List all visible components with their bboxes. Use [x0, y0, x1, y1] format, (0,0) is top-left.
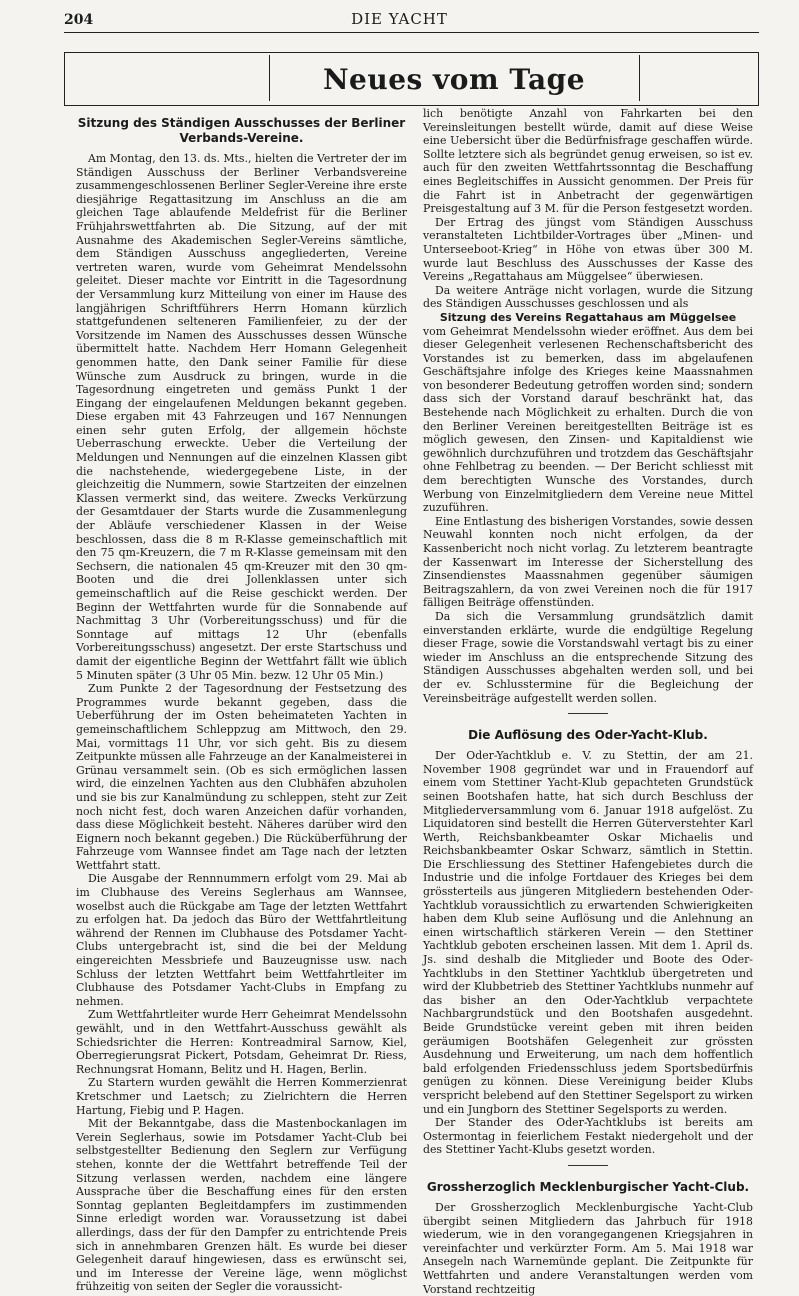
section-title: Neues vom Tage: [322, 63, 586, 96]
article-1-paragraph: Am Montag, den 13. ds. Mts., hielten die Vertreter der im Ständigen Ausschuss der Berliner Verbandsvereine zusammengeschlossenen Berliner Segler-Vereine ihre erste diesjährige Regattasitzung im Anschluss an die am gleichen Tage ablaufende Meldefrist für die Berliner Frühjahrswettfahrten ab. Die Sitzung, auf der mit Ausnahme des Akademischen Segler-Vereins sämtliche, dem Ständigen Ausschuss angegliederten, Vereine vertreten waren, wurde vom Geheimrat Mendelssohn geleitet. Dieser machte vor Eintritt in die Tagesordnung der Versammlung kurz Mitteilung von einer im Hause des langjährigen Schriftführers Herrn Homann kürzlich stattgefundenen selteneren Familienfeier, zu der der Vorsitzende im Namen des Ausschusses dessen Wünsche übermittelt hatte. Nachdem Herr Homann Gelegenheit genommen hatte, den Dank seiner Familie für diese Wünsche zum Ausdruck zu bringen, wurde in die Tagesordnung eingetreten und gemäss Punkt 1 der Eingang der eingelaufenen Meldungen bekannt gegeben. Diese ergaben mit 43 Fahrzeugen und 167 Nennungen einen sehr guten Erfolg, der allgemein höchste Ueberraschung erweckte. Ueber die Verteilung der Meldungen und Nennungen auf die einzelnen Klassen gibt die nachstehende, wiedergegebene Liste, in der gleichzeitig die Nummern, sowie Startzeiten der einzelnen Klassen vermerkt sind, das weitere. Zwecks Verkürzung der Gesamtdauer der Starts wurde die Zusammenlegung der Abläufe verschiedener Klassen in der Weise beschlossen, dass die 8 m R-Klasse gemeinschaftlich mit den 75 qm-Kreuzern, die 7 m R-Klasse gemeinsam mit den Sechsern, die nationalen 45 qm-Kreuzer mit den 30 qm-Booten und die drei Jollenklassen unter sich gemeinschaftlich auf die Reise geschickt werden. Der Beginn der Wettfahrten wurde für die Sonnabende auf Nachmittag 3 Uhr (Vorbereitungsschuss) und für die Sonntage auf mittags 12 Uhr (ebenfalls Vorbereitungsschuss) angesetzt. Der erste Startschuss und damit der eigentliche Beginn der Wettfahrt fällt wie üblich 5 Minuten später (3 Uhr 05 Min. bezw. 12 Uhr 05 Min.): [76, 152, 407, 682]
article-1-paragraph: Zum Punkte 2 der Tagesordnung der Festsetzung des Programmes wurde bekannt gegeben, dass die Ueberführung der im Osten beheimateten Yachten in gemeinschaftlichem Schleppzug am Mittwoch, den 29. Mai, vormittags 11 Uhr, vor sich geht. Bis zu diesem Zeitpunkte müssen alle Fahrzeuge an der Kanalmeisterei in Grünau versammelt sein. (Ob es sich ermöglichen lassen wird, die einzelnen Yachten aus den Clubhäfen abzuholen und sie bis zur Kanalmündung zu schleppen, steht zur Zeit noch nicht fest, doch waren Anzeichen dafür vorhanden, dass diese Möglichkeit besteht. Näheres darüber wird den Eignern noch bekannt gegeben.) Die Rücküberführung der Fahrzeuge vom Wannsee findet am Tage nach der letzten Wettfahrt statt.: [76, 682, 407, 872]
article-1-title: [76, 116, 407, 146]
article-2-paragraph: vom Geheimrat Mendelssohn wieder eröffnet. Aus dem bei dieser Gelegenheit verlesenen Rechenschaftsbericht des Vorstandes ist zu bemerken, dass im abgelaufenen Geschäftsjahre infolge des Krieges keine Maassnahmen von besonderer Bedeutung getroffen worden sind; sondern dass sich der Vorstand darauf beschränkt hat, das Bestehende nach Möglichkeit zu erhalten. Durch die von den Berliner Vereinen bereitgestellten Beiträge ist es möglich gewesen, den Zinsen- und Kapitaldienst wie gewöhnlich durchzuführen und trotzdem das Geschäftsjahr ohne Fehlbetrag zu beenden. — Der Bericht schliesst mit dem berechtigten Wunsche des Vorstandes, durch Werbung von Einzelmitgliedern dem Vereine neue Mittel zuzuführen.: [423, 324, 753, 515]
article-2-paragraph: Da sich die Versammlung grundsätzlich damit einverstanden erklärte, wurde die endgültige Regelung dieser Frage, sowie die Vorstandswahl vertagt bis zu einer wieder im Anschluss an die entsprechende Sitzung des Ständigen Ausschusses abgehalten werden soll, und bei der ev. Schlusstermine für die Begleichung der Vereinsbeiträge aufgestellt werden sollen.: [423, 609, 753, 705]
article-1-title-line-2: Verbands-Vereine.: [179, 131, 304, 145]
article-separator: [568, 1165, 608, 1166]
article-1-paragraph: Da weitere Anträge nicht vorlagen, wurde die Sitzung des Ständigen Ausschusses geschlossen und als: [423, 283, 753, 311]
article-2-paragraph: Eine Entlastung des bisherigen Vorstandes, sowie dessen Neuwahl konnten noch nicht erfolgen, da der Kassenbericht noch nicht vorlag. Zu letzterem beantragte der Kassenwart im Interesse der Sicherstellung des Zinsendienstes Maassnahmen gegenüber säumigen Beitragszahlern, da von zwei Vereinen noch die für 1917 fälligen Beiträge offenstünden.: [423, 514, 753, 610]
article-3-paragraph: Der Stander des Oder-Yachtklubs ist bereits am Ostermontag in feierlichem Festakt niedergeholt und der des Stettiner Yacht-Klubs gesetzt worden.: [423, 1116, 753, 1157]
banner-left-box: [73, 55, 270, 101]
article-3-paragraph: Der Oder-Yachtklub e. V. zu Stettin, der am 21. November 1908 gegründet war und in Frauendorf auf einem vom Stettiner Yacht-Klub gepachteten Grundstück seinen Bootshafen hatte, hat sich durch Beschluss der Mitgliederversammlung vom 6. Januar 1918 aufgelöst. Zu Liquidatoren sind bestellt die Herren Güterverstehter Karl Werth, Reichsbankbeamter Oskar Michaelis und Reichsbankbeamter Oskar Schwarz, sämtlich in Stettin. Die Erschliessung des Stettiner Hafengebietes durch die Industrie und die infolge Fortdauer des Krieges bei dem grössterteils aus jüngeren Mitgliedern bestehenden Oder-Yachtklub voraussichtlich zu erwartenden Schwierigkeiten haben dem Klub seine Auflösung und die Anlehnung an einen wirtschaftlich stärkeren Verein — den Stettiner Yachtklub geboten erscheinen lassen. Mit dem 1. April ds. Js. sind deshalb die Mitglieder und Boote des Oder-Yachtklubs in den Stettiner Yachtklub übergetreten und wird der Klubbetrieb des Stettiner Yachtklubs nunmehr auf das bisher an den Oder-Yachtklub verpachtete Nachbargrundstück und den Bootshafen ausgedehnt. Beide Grundstücke vereint geben mit ihren beiden geräumigen Bootshäfen Gelegenheit zur grössten Ausdehnung und Erweiterung, um nach dem hoffentlich bald erfolgenden Friedensschluss jedem Sportsbedürfnis genügen zu können. Diese Vereinigung beider Klubs verspricht belebend auf den Stettiner Segelsport zu wirken und ein Jungborn des Stettiner Segelsports zu werden.: [423, 749, 753, 1116]
right-column: [423, 107, 753, 1296]
article-1-paragraph: lich benötigte Anzahl von Fahrkarten bei den Vereinsleitungen bestellt würde, damit auf diese Weise eine Uebersicht über die Bedürfnisfrage geschaffen würde. Sollte letztere sich als begründet genug erweisen, so ist ev. auch für den zweiten Wettfahrtssonntag die Beschaffung eines Begleitschiffes in Aussicht genommen. Der Preis für die Fahrt ist in Anbetracht der gegenwärtigen Preisgestaltung auf 3 M. für die Person festgesetzt worden.: [423, 107, 753, 216]
article-4-title: Grossherzoglich Mecklenburgischer Yacht-Club.: [426, 1179, 750, 1194]
article-1-paragraph: Der Ertrag des jüngst vom Ständigen Ausschuss veranstalteten Lichtbilder-Vortrages über „Minen- und Unterseeboot-Krieg“ in Höhe von etwas über 300 M. wurde laut Beschluss des Ausschusses der Kasse des Vereins „Regattahaus am Müggelsee“ überwiesen.: [423, 215, 753, 284]
article-1-title-line-1: Sitzung des Ständigen Ausschusses der Berliner: [77, 116, 406, 130]
left-column: [76, 116, 407, 1294]
article-2-title: Sitzung des Vereins Regattahaus am Müggelsee: [439, 310, 737, 324]
running-head: DIE YACHT: [351, 10, 448, 28]
article-1-paragraph: Mit der Bekanntgabe, dass die Mastenbockanlagen im Verein Seglerhaus, sowie im Potsdamer Yacht-Club bei selbstgestellter Bedienung den Seglern zur Verfügung stehen, konnte der die Wettfahrt betreffende Teil der Sitzung verlassen werden, nachdem eine längere Aussprache über die Beschaffung eines für den ersten Sonntag geplanten Begleitdampfers im zustimmenden Sinne erledigt worden war. Voraussetzung ist dabei allerdings, dass der für den Dampfer zu entrichtende Preis sich in annehmbaren Grenzen hält. Es wurde bei dieser Gelegenheit darauf hingewiesen, dass es erwünscht sei, und im Interesse der Vereine läge, wenn möglichst frühzeitig von seiten der Segler die voraussicht-: [76, 1117, 407, 1294]
header-rule: [64, 32, 759, 33]
section-banner: [64, 52, 759, 106]
page-number: 204: [64, 12, 94, 28]
article-3-title: Die Auflösung des Oder-Yacht-Klub.: [468, 728, 708, 743]
article-1-paragraph: Die Ausgabe der Rennnummern erfolgt vom 29. Mai ab im Clubhause des Vereins Seglerhaus am Wannsee, woselbst auch die Rückgabe am Tage der letzten Wettfahrt zu erfolgen hat. Da jedoch das Büro der Wettfahrtleitung während der Rennen im Clubhause des Potsdamer Yacht-Clubs untergebracht ist, sind die bei der Meldung eingereichten Messbriefe und Bauzeugnisse usw. nach Schluss der letzten Wettfahrt beim Wettfahrtleiter im Clubhause des Potsdamer Yacht-Clubs in Empfang zu nehmen.: [76, 872, 407, 1008]
banner-right-box: [639, 55, 750, 101]
article-separator: [568, 713, 608, 714]
article-1-paragraph: Zu Startern wurden gewählt die Herren Kommerzienrat Kretschmer und Laetsch; zu Zielrichtern die Herren Hartung, Fiebig und P. Hagen.: [76, 1076, 407, 1117]
article-4-paragraph: Der Grossherzoglich Mecklenburgische Yacht-Club übergibt seinen Mitgliedern das Jahrbuch für 1918 wiederum, wie in den vorangegangenen Kriegsjahren in vereinfachter und verkürzter Form. Am 5. Mai 1918 war Ansegeln nach Warnemünde geplant. Die Zeitpunkte für Wettfahrten und andere Veranstaltungen werden vom Vorstand rechtzeitig: [423, 1200, 753, 1296]
article-1-paragraph: Zum Wettfahrtleiter wurde Herr Geheimrat Mendelssohn gewählt, und in den Wettfahrt-Ausschuss gewählt als Schiedsrichter die Herren: Kontreadmiral Sarnow, Kiel, Oberregierungsrat Pickert, Potsdam, Geheimrat Dr. Riess, Rechnungsrat Homann, Belitz und H. Hagen, Berlin.: [76, 1008, 407, 1076]
